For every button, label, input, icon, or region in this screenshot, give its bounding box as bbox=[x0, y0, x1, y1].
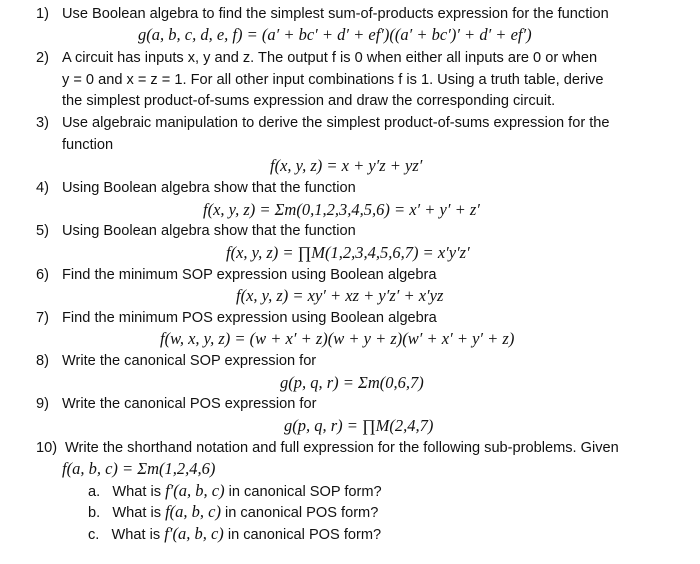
problem-equation: f(x, y, z) = ∏M(1,2,3,4,5,6,7) = x′y′z′ bbox=[226, 243, 470, 262]
problem-text: Use Boolean algebra to find the simplest sum-of-products expression for the function bbox=[62, 6, 609, 22]
subproblem-math: f(a, b, c) bbox=[165, 502, 221, 521]
problem-text: Using Boolean algebra show that the function bbox=[62, 223, 356, 239]
problem-equation: g(p, q, r) = Σm(0,6,7) bbox=[280, 373, 424, 392]
subproblem-math: f′(a, b, c) bbox=[165, 481, 225, 500]
problem-number: 7) bbox=[36, 310, 49, 326]
problem-text: Find the minimum SOP expression using Boolean algebra bbox=[62, 267, 437, 283]
problem-text: Use algebraic manipulation to derive the simplest product-of-sums expression for the bbox=[62, 115, 610, 131]
problem-text: Using Boolean algebra show that the function bbox=[62, 180, 356, 196]
problem-text: the simplest product-of-sums expression and draw the corresponding circuit. bbox=[62, 93, 556, 109]
problem-text: Write the canonical SOP expression for bbox=[62, 353, 317, 369]
problem-number: 10) bbox=[36, 440, 58, 456]
subproblem-suffix: in canonical POS form? bbox=[220, 505, 379, 521]
problem-equation: f(x, y, z) = x + y′z + yz′ bbox=[270, 156, 423, 175]
problem-equation: g(a, b, c, d, e, f) = (a′ + bc′ + d′ + ef′)((a′ + bc′)′ + d′ + ef′) bbox=[138, 25, 532, 44]
subproblem-math: f′(a, b, c) bbox=[164, 524, 224, 543]
problem-equation: f(a, b, c) = Σm(1,2,4,6) bbox=[62, 459, 216, 478]
problem-number: 6) bbox=[36, 267, 49, 283]
subproblem-suffix: in canonical POS form? bbox=[223, 527, 382, 543]
problem-number: 2) bbox=[36, 50, 49, 66]
problem-number: 3) bbox=[36, 115, 49, 131]
problem-equation: g(p, q, r) = ∏M(2,4,7) bbox=[284, 416, 434, 435]
subproblem-letter: b. bbox=[88, 505, 101, 521]
subproblem-letter: a. bbox=[88, 484, 101, 500]
problem-number: 5) bbox=[36, 223, 49, 239]
problem-number: 4) bbox=[36, 180, 49, 196]
problem-text: A circuit has inputs x, y and z. The output f is 0 when either all inputs are 0 or when bbox=[62, 50, 598, 66]
problem-number: 8) bbox=[36, 353, 49, 369]
subproblem-prefix: What is bbox=[112, 505, 166, 521]
problem-number: 9) bbox=[36, 396, 49, 412]
subproblem-letter: c. bbox=[88, 527, 100, 543]
subproblem-a bbox=[88, 481, 382, 502]
problem-text: y = 0 and x = z = 1. For all other input combinations f is 1. Using a truth table, derive bbox=[62, 72, 604, 88]
subproblem-prefix: What is bbox=[112, 484, 166, 500]
subproblem-b bbox=[88, 502, 378, 523]
problem-equation: f(w, x, y, z) = (w + x′ + z)(w + y + z)(w′ + x′ + y′ + z) bbox=[160, 329, 515, 348]
problem-number: 1) bbox=[36, 6, 49, 22]
subproblem-suffix: in canonical SOP form? bbox=[224, 484, 382, 500]
problem-text: Find the minimum POS expression using Boolean algebra bbox=[62, 310, 437, 326]
problem-equation: f(x, y, z) = Σm(0,1,2,3,4,5,6) = x′ + y′ + z′ bbox=[203, 200, 480, 219]
problem-text: Write the shorthand notation and full expression for the following sub-problems. Given bbox=[65, 440, 619, 456]
problem-equation: f(x, y, z) = xy′ + xz + y′z′ + x′yz bbox=[236, 286, 444, 305]
problem-text: Write the canonical POS expression for bbox=[62, 396, 317, 412]
problem-text: function bbox=[62, 137, 114, 153]
subproblem-prefix: What is bbox=[111, 527, 165, 543]
subproblem-c bbox=[88, 524, 381, 545]
